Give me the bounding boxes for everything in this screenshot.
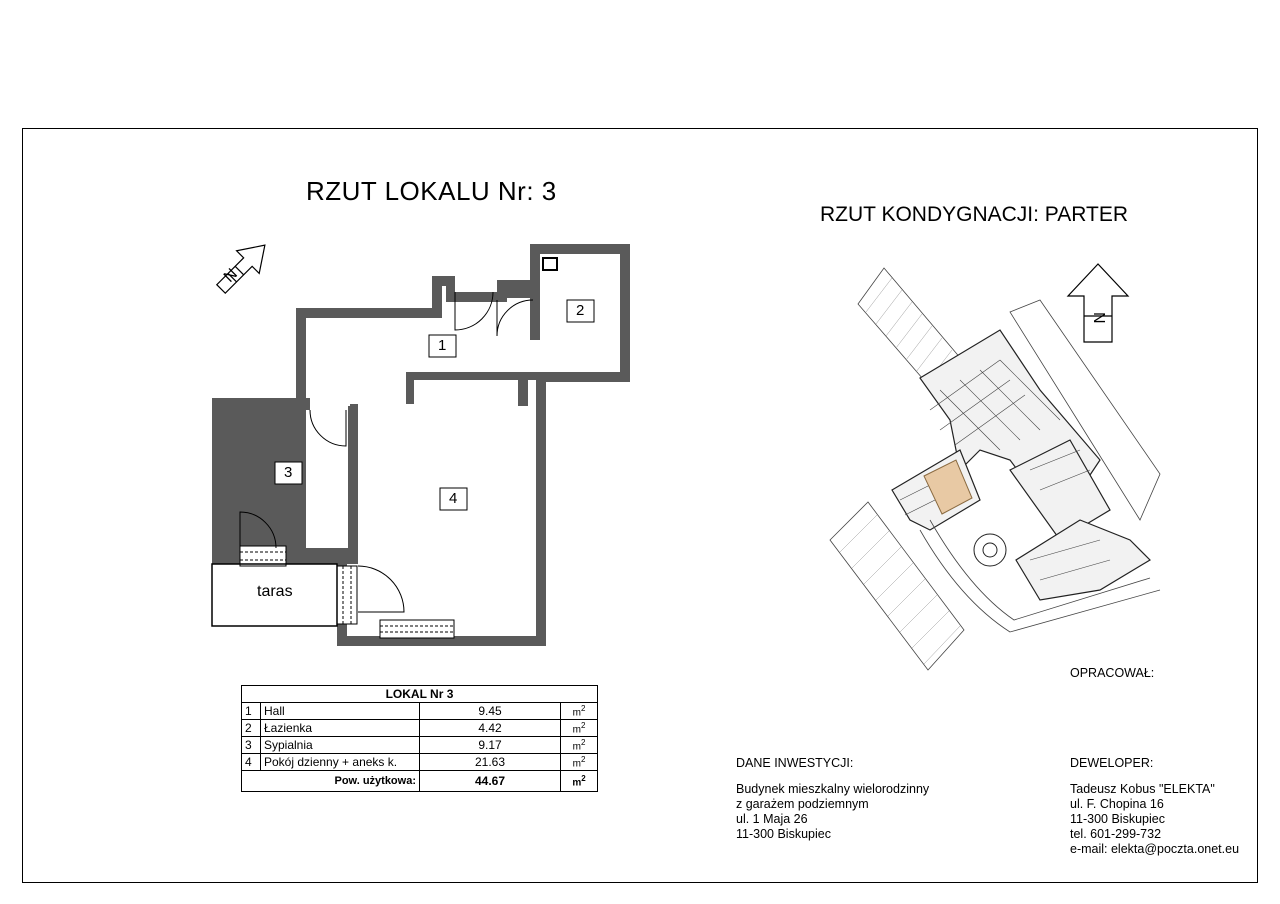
developer-block: [1070, 756, 1239, 857]
north-arrow-right: [1068, 264, 1128, 342]
table-row: 1 Hall 9.45 $m^2$: [242, 703, 598, 720]
site-plan: [830, 264, 1160, 670]
investment-line: ul. 1 Maja 26: [736, 812, 808, 826]
investment-line: z garażem podziemnym: [736, 797, 869, 811]
table-row: 3 Sypialnia 9.17 $m^2$: [242, 737, 598, 754]
investment-line: Budynek mieszkalny wielorodzinny: [736, 782, 930, 796]
terrace-label: taras: [257, 583, 293, 600]
developer-line: e-mail: elekta@poczta.onet.eu: [1070, 842, 1240, 856]
table-row: 4 Pokój dzienny + aneks k. 21.63 $m^2$: [242, 754, 598, 771]
developer-line: ul. F. Chopina 16: [1070, 797, 1164, 811]
north-label-right: N: [1090, 312, 1107, 324]
table-total-row: Pow. użytkowa: 44.67 $m^2$: [242, 771, 598, 792]
investment-line: 11-300 Biskupiec: [736, 827, 831, 841]
room-area-table: [241, 685, 598, 792]
room-label-2: 2: [576, 302, 585, 319]
developer-line: tel. 601-299-732: [1070, 827, 1162, 841]
north-arrow-left: [210, 234, 276, 300]
investment-heading: DANE INWESTYCJI:: [736, 756, 854, 770]
room-label-1: 1: [438, 337, 447, 354]
developer-heading: DEWELOPER:: [1070, 756, 1154, 770]
table-row: 2 Łazienka 4.42 $m^2$: [242, 720, 598, 737]
plan-title: RZUT LOKALU Nr: 3: [306, 176, 557, 206]
developer-line: Tadeusz Kobus "ELEKTA": [1070, 782, 1215, 796]
developer-line: 11-300 Biskupiec: [1070, 812, 1165, 826]
investment-block: [736, 756, 929, 842]
room-label-4: 4: [449, 490, 458, 507]
north-label-left: N: [220, 265, 242, 286]
room-label-3: 3: [284, 464, 293, 481]
opracowal-label: OPRACOWAŁ:: [1070, 666, 1155, 680]
table-title: LOKAL Nr 3: [242, 686, 598, 703]
site-title: RZUT KONDYGNACJI: PARTER: [820, 203, 1129, 226]
